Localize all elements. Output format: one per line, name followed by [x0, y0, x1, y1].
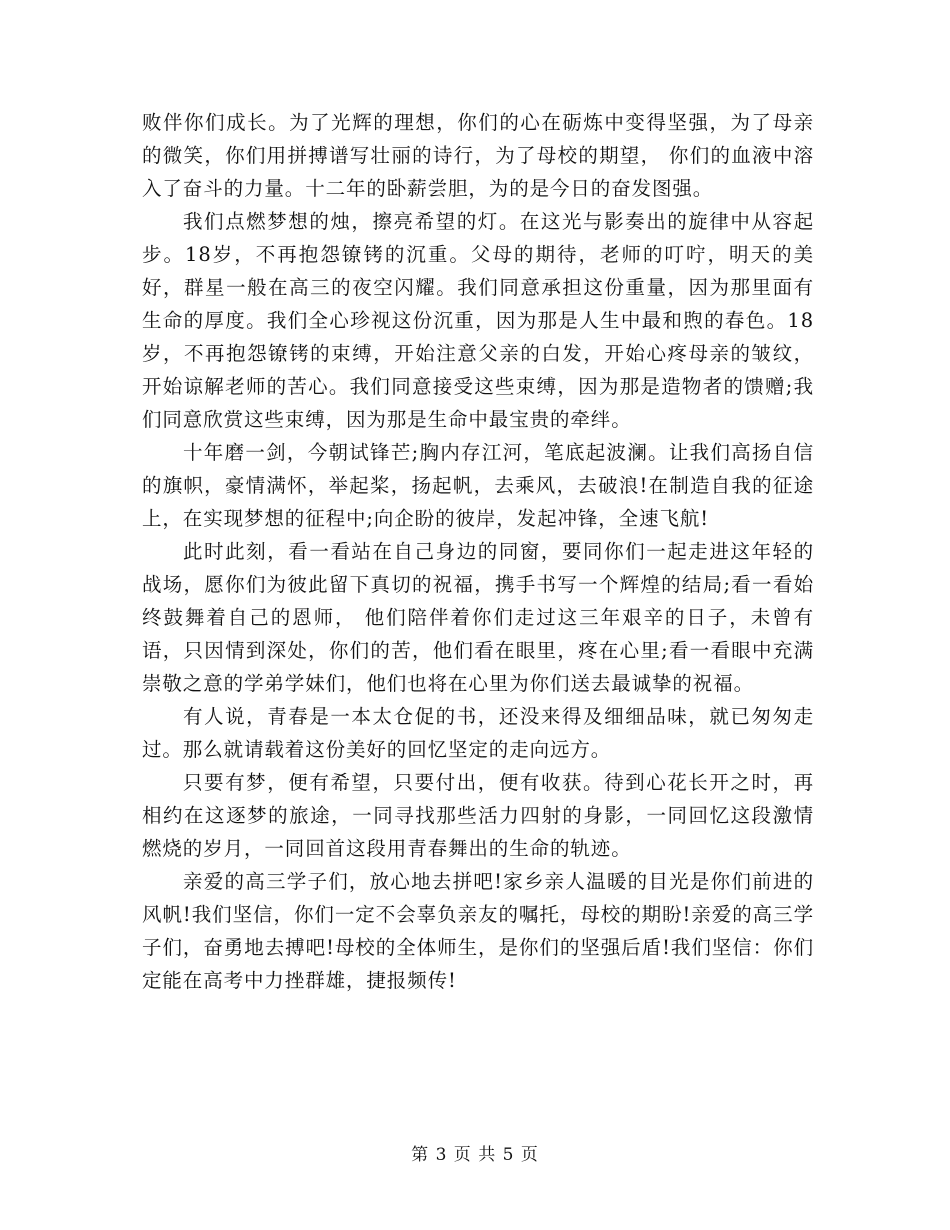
paragraph-3: 十年磨一剑，今朝试锋芒;胸内存江河，笔底起波澜。让我们高扬自信的旗帜，豪情满怀，举起桨，扬起帆，去乘风，去破浪!在制造自我的征途上，在实现梦想的征程中;向企盼的彼岸，发起冲锋，全速飞航! — [142, 441, 814, 530]
paragraph-7: 亲爱的高三学子们，放心地去拼吧!家乡亲人温暖的目光是你们前进的风帆!我们坚信，你们一定不会辜负亲友的嘱托，母校的期盼!亲爱的高三学子们，奋勇地去搏吧!母校的全体师生，是你们的坚强后盾!我们坚信：你们定能在高考中力挫群雄，捷报频传! — [142, 870, 814, 992]
paragraph-4: 此时此刻，看一看站在自己身边的同窗，要同你们一起走进这年轻的战场，愿你们为彼此留下真切的祝福，携手书写一个辉煌的结局;看一看始终鼓舞着自己的恩师， 他们陪伴着你们走过这三年艰辛的日子，未曾有语，只因情到深处，你们的苦，他们看在眼里，疼在心里;看一看眼中充满崇敬之意的学弟学妹们，他们也将在心里为你们送去最诚挚的祝福。 — [142, 540, 814, 695]
paragraph-6: 只要有梦，便有希望，只要付出，便有收获。待到心花长开之时，再相约在这逐梦的旅途，一同寻找那些活力四射的身影，一同回忆这段激情燃烧的岁月，一同回首这段用青春舞出的生命的轨迹。 — [142, 771, 814, 860]
paragraph-1: 败伴你们成长。为了光辉的理想，你们的心在砺炼中变得坚强，为了母亲的微笑，你们用拼搏谱写壮丽的诗行，为了母校的期望， 你们的血液中溶入了奋斗的力量。十二年的卧薪尝胆，为的是今日的奋发图强。 — [142, 111, 814, 200]
paragraph-2: 我们点燃梦想的烛，擦亮希望的灯。在这光与影奏出的旋律中从容起步。18岁，不再抱怨镣铐的沉重。父母的期待，老师的叮咛，明天的美好，群星一般在高三的夜空闪耀。我们同意承担这份重量，因为那里面有生命的厚度。我们全心珍视这份沉重，因为那是人生中最和煦的春色。18岁，不再抱怨镣铐的束缚，开始注意父亲的白发，开始心疼母亲的皱纹，开始谅解老师的苦心。我们同意接受这些束缚，因为那是造物者的馈赠;我们同意欣赏这些束缚，因为那是生命中最宝贵的牵绊。 — [142, 210, 814, 431]
body-text — [142, 106, 814, 997]
page-number-footer: 第 3 页 共 5 页 — [411, 1145, 539, 1165]
paragraph-5: 有人说，青春是一本太仓促的书，还没来得及细细品味，就已匆匆走过。那么就请载着这份美好的回忆坚定的走向远方。 — [142, 705, 814, 761]
